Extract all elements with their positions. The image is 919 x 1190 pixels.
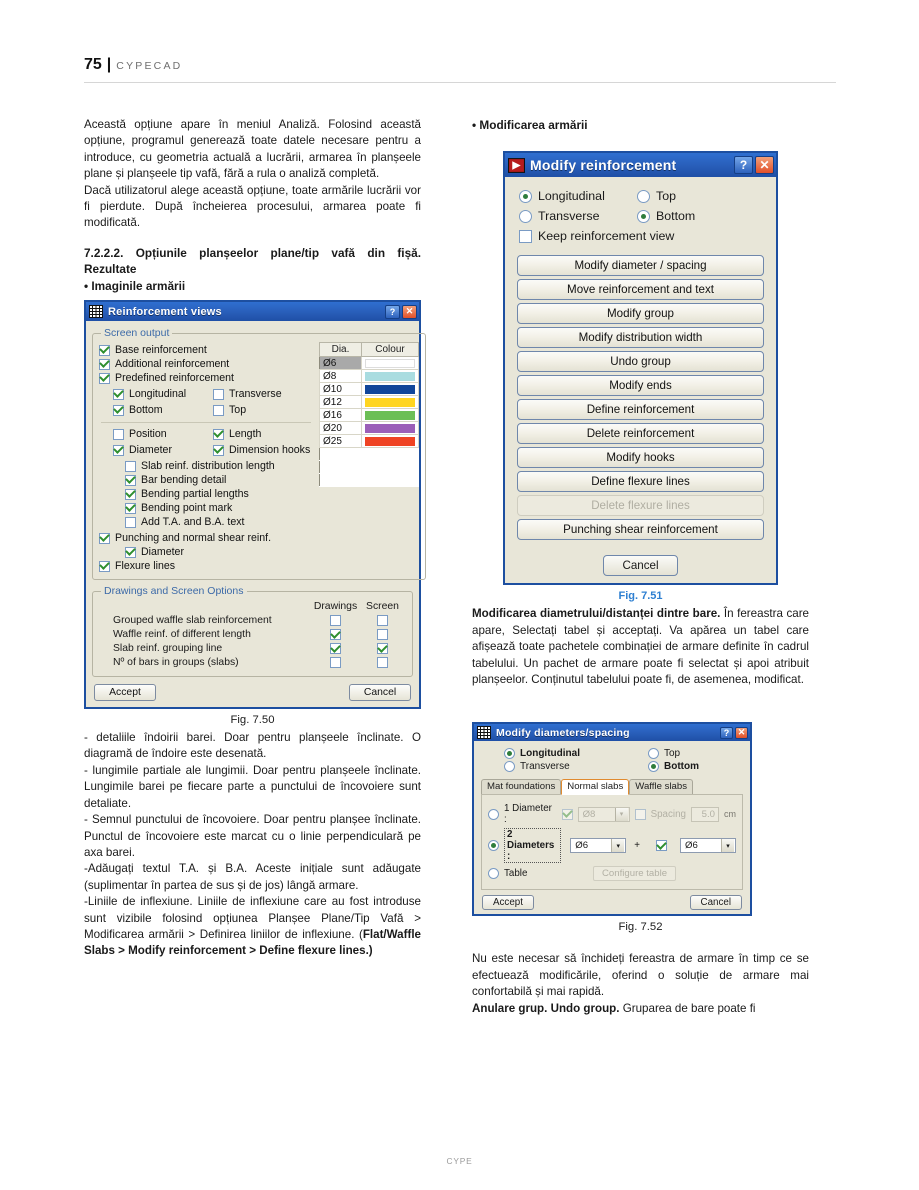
checkbox-icon [99, 373, 110, 384]
header-brand: CYPECAD [116, 60, 183, 72]
checkbox-additional-reinforcement[interactable] [99, 358, 313, 370]
cancel-button[interactable]: Cancel [349, 684, 411, 701]
label: Predefined reinforcement [115, 372, 234, 385]
radio-bottom[interactable] [637, 209, 695, 223]
checkbox-length[interactable] [213, 428, 313, 440]
radio-bottom[interactable] [648, 761, 730, 772]
radio-icon [648, 761, 659, 772]
table-row-empty [320, 474, 419, 487]
cell-dia: Ø8 [320, 370, 362, 383]
cancel-button[interactable]: Cancel [603, 555, 677, 576]
label: Grouped waffle slab reinforcement [113, 615, 272, 627]
option-row-waffle-reinf-different-length [99, 629, 406, 640]
header-rule [84, 82, 836, 83]
tab-normal-slabs[interactable]: Normal slabs [561, 779, 629, 795]
figure-caption-750: Fig. 7.50 [230, 714, 275, 727]
chevron-down-icon[interactable]: ▾ [611, 839, 624, 852]
checkbox-transverse[interactable] [213, 388, 313, 400]
checkbox-top[interactable] [213, 404, 313, 416]
button-move-reinforcement-and-text[interactable]: Move reinforcement and text [517, 279, 764, 300]
label: Nº of bars in groups (slabs) [113, 657, 239, 669]
grid-icon [89, 305, 103, 318]
checkbox-add-ta-ba-text[interactable] [99, 516, 313, 528]
header-separator: | [106, 56, 112, 73]
radio-icon [637, 210, 650, 223]
page-footer: CYPE [446, 1156, 473, 1166]
label: Add T.A. and B.A. text [141, 516, 245, 529]
button-configure-table: Configure table [593, 866, 676, 881]
checkbox-punching-normal-shear[interactable] [99, 532, 419, 544]
label-spacing: Spacing [650, 808, 686, 820]
input-spacing-value: 5.0 [691, 807, 719, 822]
label-plus: + [634, 840, 640, 852]
button-define-reinforcement[interactable]: Define reinforcement [517, 399, 764, 420]
combo-value: Ø6 [685, 840, 698, 852]
grid-icon [477, 726, 491, 739]
accept-button[interactable]: Accept [482, 895, 534, 910]
cell-dia: Ø16 [320, 409, 362, 422]
cell-dia: Ø12 [320, 396, 362, 409]
text-part-2: .) [365, 944, 373, 958]
table-row[interactable] [320, 396, 419, 409]
group-screen-output [92, 327, 426, 580]
radio-longitudinal[interactable] [504, 748, 630, 759]
bullet-heading-images: • Imaginile armării [84, 278, 186, 293]
paragraph-bending-point-mark: - Semnul punctului de încovoiere. Doar pentru planșee înclinate. Punctul de încovoiere este marcat cu o linie perpendiculară pe axa barei. [84, 813, 421, 859]
group-screen-output-legend: Screen output [104, 327, 170, 340]
cell-dia: Ø25 [320, 435, 362, 448]
dialog-title: Modify reinforcement [530, 157, 677, 174]
button-delete-flexure-lines: Delete flexure lines [517, 495, 764, 516]
dialog-title: Modify diameters/spacing [496, 726, 630, 739]
checkbox-icon [113, 445, 124, 456]
cancel-button[interactable]: Cancel [690, 895, 743, 910]
close-icon[interactable]: ✕ [402, 305, 417, 319]
paragraph-flexure-lines [84, 894, 421, 960]
checkbox-icon [125, 461, 136, 472]
label: Longitudinal [129, 388, 187, 401]
button-modify-hooks[interactable]: Modify hooks [517, 447, 764, 468]
label: Top [229, 404, 247, 417]
row-two-diameters [488, 828, 736, 863]
table-row[interactable] [320, 435, 419, 448]
checkbox-icon [213, 429, 224, 440]
label: Punching and normal shear reinf. [115, 532, 272, 545]
combo-value: Ø6 [575, 840, 589, 852]
button-delete-reinforcement[interactable]: Delete reinforcement [517, 423, 764, 444]
checkbox-screen[interactable] [377, 643, 388, 654]
cell-colour [362, 422, 419, 435]
col-header-drawings: Drawings [313, 601, 358, 613]
text-bold-lead: Anulare grup. Undo group. [472, 1001, 620, 1015]
dialog-titlebar[interactable] [505, 153, 776, 177]
label: Base reinforcement [115, 344, 207, 357]
divider [101, 422, 311, 423]
label: Bar bending detail [141, 474, 227, 487]
radio-icon [648, 748, 659, 759]
cell-colour [362, 396, 419, 409]
label: Bending point mark [141, 502, 233, 515]
cell-dia: Ø10 [320, 383, 362, 396]
combo-value: Ø8 [582, 808, 596, 820]
label: Dimension hooks [229, 444, 311, 457]
tab-mat-foundations[interactable]: Mat foundations [481, 779, 561, 794]
label: Waffle reinf. of different length [113, 629, 251, 641]
button-punching-shear-reinforcement[interactable]: Punching shear reinforcement [517, 519, 764, 540]
table-row-empty [320, 448, 419, 461]
tab-bar [474, 778, 750, 794]
dialog-modify-diameters-spacing[interactable] [472, 722, 752, 916]
label: Bottom [129, 404, 163, 417]
checkbox-drawings[interactable] [330, 657, 341, 668]
paragraph-partial-lengths: - lungimile partiale ale lungimii. Doar pentru planșeele înclinate. Lungimile barei pe fiecare parte a punctului de încovoiere sunt detaliate. [84, 763, 421, 810]
checkbox-icon [125, 517, 136, 528]
cell-dia: Ø20 [320, 422, 362, 435]
checkbox-dimension-hooks[interactable] [213, 444, 313, 456]
combo-diameter-b[interactable] [680, 838, 736, 853]
checkbox-bar-bending-detail[interactable] [99, 474, 313, 486]
dialog-title: Reinforcement views [108, 305, 222, 318]
checkbox-screen[interactable] [377, 657, 388, 668]
radio-top[interactable] [648, 748, 730, 759]
table-row[interactable] [320, 409, 419, 422]
paragraph-intro-1: Această opțiune apare în meniul Analiză. Folosind această opțiune, programul generează toate datele necesare pentru a introduce, cu geometria actuală a lucrării, armarea în planșeele plane și planșeele tip vafă, fără a rula o analiză completă. [84, 118, 421, 181]
dialog-modify-reinforcement[interactable] [503, 151, 778, 585]
label: Diameter [141, 546, 184, 559]
radio-icon [519, 210, 532, 223]
checkbox-slab-reinf-distribution-length[interactable] [99, 460, 313, 472]
checkbox-icon [125, 503, 136, 514]
label: Diameter [129, 444, 172, 457]
label: Longitudinal [538, 189, 605, 204]
dialog-reinforcement-views[interactable] [84, 300, 421, 709]
table-row[interactable] [320, 422, 419, 435]
label: Position [129, 428, 167, 441]
cell-colour [362, 370, 419, 383]
checkbox-bending-point-mark[interactable] [99, 502, 313, 514]
radio-top[interactable] [637, 189, 676, 203]
cell-colour [362, 435, 419, 448]
radio-icon [519, 190, 532, 203]
text-rest: În fereastra care apare, Selectați tabel și acceptați. Va apărea un tabel care afișează toate pachetele combinației de armare definite în cadrul tabelului. Un pachet de armare poate fi selectat și apoi atribuit planșeelor. Conținutul tabelului poate fi, de asemenea, modificat. [472, 607, 809, 687]
diameter-colour-table[interactable] [319, 342, 419, 487]
checkbox-icon [99, 345, 110, 356]
label: Keep reinforcement view [538, 229, 675, 244]
checkbox-second-diameter[interactable] [656, 840, 667, 851]
bullet-heading-modify: • Modificarea armării [472, 118, 588, 132]
button-modify-diameter-spacing[interactable]: Modify diameter / spacing [517, 255, 764, 276]
chevron-down-icon: ▾ [615, 808, 628, 821]
combo-diameter-a[interactable] [570, 838, 626, 853]
option-row-number-of-bars-in-groups [99, 657, 406, 668]
play-icon [508, 158, 525, 173]
radio-table[interactable] [488, 868, 499, 879]
label-one-diameter: 1 Diameter : [504, 803, 552, 826]
accept-button[interactable]: Accept [94, 684, 156, 701]
label: Bending partial lengths [141, 488, 249, 501]
page-number: 75 [84, 56, 102, 73]
col-header-colour: Colour [362, 343, 419, 357]
combo-diameter-1 [578, 807, 630, 822]
radio-icon [504, 748, 515, 759]
label: Bottom [664, 761, 699, 773]
checkbox-drawings[interactable] [330, 643, 341, 654]
checkbox-position[interactable] [113, 428, 213, 440]
button-define-flexure-lines[interactable]: Define flexure lines [517, 471, 764, 492]
checkbox-bottom[interactable] [113, 404, 213, 416]
checkbox-screen[interactable] [377, 615, 388, 626]
checkbox-longitudinal[interactable] [113, 388, 213, 400]
checkbox-predefined-reinforcement[interactable] [99, 372, 313, 384]
checkbox-icon [213, 445, 224, 456]
label: Bottom [656, 209, 696, 224]
col-header-screen: Screen [366, 601, 399, 613]
left-column [84, 117, 421, 960]
cell-dia: Ø6 [320, 357, 362, 370]
checkbox-icon [125, 489, 136, 500]
label: Top [656, 189, 676, 204]
checkbox-icon [213, 405, 224, 416]
checkbox-icon [113, 389, 124, 400]
button-modify-distribution-width[interactable]: Modify distribution width [517, 327, 764, 348]
label-two-diameters: 2 Diameters : [504, 828, 561, 863]
checkbox-icon [99, 533, 110, 544]
option-row-slab-reinf-grouping-line [99, 643, 406, 654]
label: Transverse [229, 388, 282, 401]
checkbox-icon [113, 405, 124, 416]
radio-longitudinal[interactable] [519, 189, 637, 203]
label-spacing-unit: cm [724, 809, 736, 820]
figure-caption-751: Fig. 7.51 [618, 590, 663, 603]
checkbox-icon [113, 429, 124, 440]
checkbox-keep-reinforcement-view[interactable] [519, 229, 674, 243]
label: Slab reinf. distribution length [141, 460, 275, 473]
col-header-dia: Dia. [320, 343, 362, 357]
paragraph-ta-ba-text: -Adăugați textul T.A. și B.A. Aceste inițiale sunt adăugate (suplimentar în partea de sus și de jos) lângă armare. [84, 862, 421, 892]
checkbox-icon [125, 475, 136, 486]
checkbox-drawings[interactable] [330, 629, 341, 640]
checkbox-icon [99, 561, 110, 572]
tab-waffle-slabs[interactable]: Waffle slabs [629, 779, 693, 794]
paragraph-undo-group [472, 1001, 809, 1017]
paragraph-no-need-to-close: Nu este necesar să închideți fereastra de armare în timp ce se efectuează modificările, oferind o soluție de armare mai confortabilă și mai rapidă. [472, 952, 809, 999]
cell-colour [362, 409, 419, 422]
table-header-row [320, 343, 419, 357]
text-rest: Gruparea de bare poate fi [619, 1001, 756, 1015]
radio-transverse[interactable] [504, 761, 630, 772]
checkbox-icon [519, 230, 532, 243]
radio-icon [504, 761, 515, 772]
action-button-list [505, 248, 776, 545]
help-button[interactable]: ? [734, 156, 753, 174]
row-one-diameter [488, 803, 736, 825]
radio-two-diameters[interactable] [488, 840, 499, 851]
checkbox-icon [213, 389, 224, 400]
label: Slab reinf. grouping line [113, 643, 223, 655]
group-drawings-screen-options [92, 585, 413, 677]
figure-caption-752: Fig. 7.52 [618, 921, 663, 934]
checkbox-diameter[interactable] [113, 444, 213, 456]
button-modify-group[interactable]: Modify group [517, 303, 764, 324]
label: Transverse [538, 209, 600, 224]
button-undo-group[interactable]: Undo group [517, 351, 764, 372]
cell-colour [362, 357, 419, 370]
table-row-empty [320, 461, 419, 474]
label: Top [664, 748, 681, 760]
label-table: Table [504, 868, 528, 880]
paragraph-intro-2: Dacă utilizatorul alege această opțiune, toate armările lucrării vor fi pierdute. După încheierea procesului, armarea poate fi modificată. [84, 183, 421, 230]
checkbox-one-diameter [562, 809, 573, 820]
dialog-titlebar[interactable] [86, 302, 419, 321]
chevron-down-icon[interactable]: ▾ [721, 839, 734, 852]
section-heading: 7.2.2.2. Opțiunile planșeelor plane/tip vafă din fișă. Rezultate [84, 245, 421, 277]
checkbox-flexure-lines[interactable] [99, 560, 419, 572]
right-column [472, 117, 809, 1017]
button-modify-ends[interactable]: Modify ends [517, 375, 764, 396]
checkbox-drawings[interactable] [330, 615, 341, 626]
checkbox-icon [125, 547, 136, 558]
table-row[interactable] [320, 383, 419, 396]
help-button[interactable]: ? [385, 305, 400, 319]
label: Length [229, 428, 262, 441]
label: Longitudinal [520, 748, 580, 760]
close-icon[interactable]: ✕ [735, 727, 748, 739]
checkbox-punching-diameter[interactable] [99, 546, 419, 558]
group-drawings-legend: Drawings and Screen Options [104, 585, 244, 598]
radio-one-diameter[interactable] [488, 809, 499, 820]
checkbox-base-reinforcement[interactable] [99, 344, 313, 356]
row-table [488, 866, 736, 881]
paragraph-bending-details: - detaliile îndoirii barei. Doar pentru planșeele înclinate. O diagramă de îndoire este desenată. [84, 731, 421, 761]
dialog-titlebar[interactable] [474, 724, 750, 741]
page-header [84, 56, 836, 83]
option-row-grouped-waffle-slab [99, 615, 406, 626]
table-row[interactable] [320, 357, 419, 370]
cell-colour [362, 383, 419, 396]
checkbox-screen[interactable] [377, 629, 388, 640]
radio-transverse[interactable] [519, 209, 637, 223]
label: Flexure lines [115, 560, 176, 573]
table-row[interactable] [320, 370, 419, 383]
checkbox-spacing [635, 809, 646, 820]
help-button[interactable]: ? [720, 727, 733, 739]
label: Transverse [520, 761, 570, 773]
radio-icon [637, 190, 650, 203]
text-part-1: -Liniile de inflexiune. Liniile de inflexiune care au fost introduse sunt vizibile folosind opțiunea Planșee Plane/Tip Vafă > Modificarea armării > Definirea liniilor de inflexiune. ( [84, 895, 421, 941]
checkbox-bending-partial-lengths[interactable] [99, 488, 313, 500]
checkbox-icon [99, 359, 110, 370]
close-icon[interactable]: ✕ [755, 156, 774, 174]
paragraph-modify-diameter [472, 606, 809, 688]
text-bold-menu-path: Flat/Waffle Slabs > Modify reinforcement > Define flexure lines [84, 927, 421, 958]
label: Additional reinforcement [115, 358, 230, 371]
tab-panel-normal-slabs [481, 794, 743, 890]
text-bold-lead: Modificarea diametrului/distanței dintre bare. [472, 607, 721, 621]
